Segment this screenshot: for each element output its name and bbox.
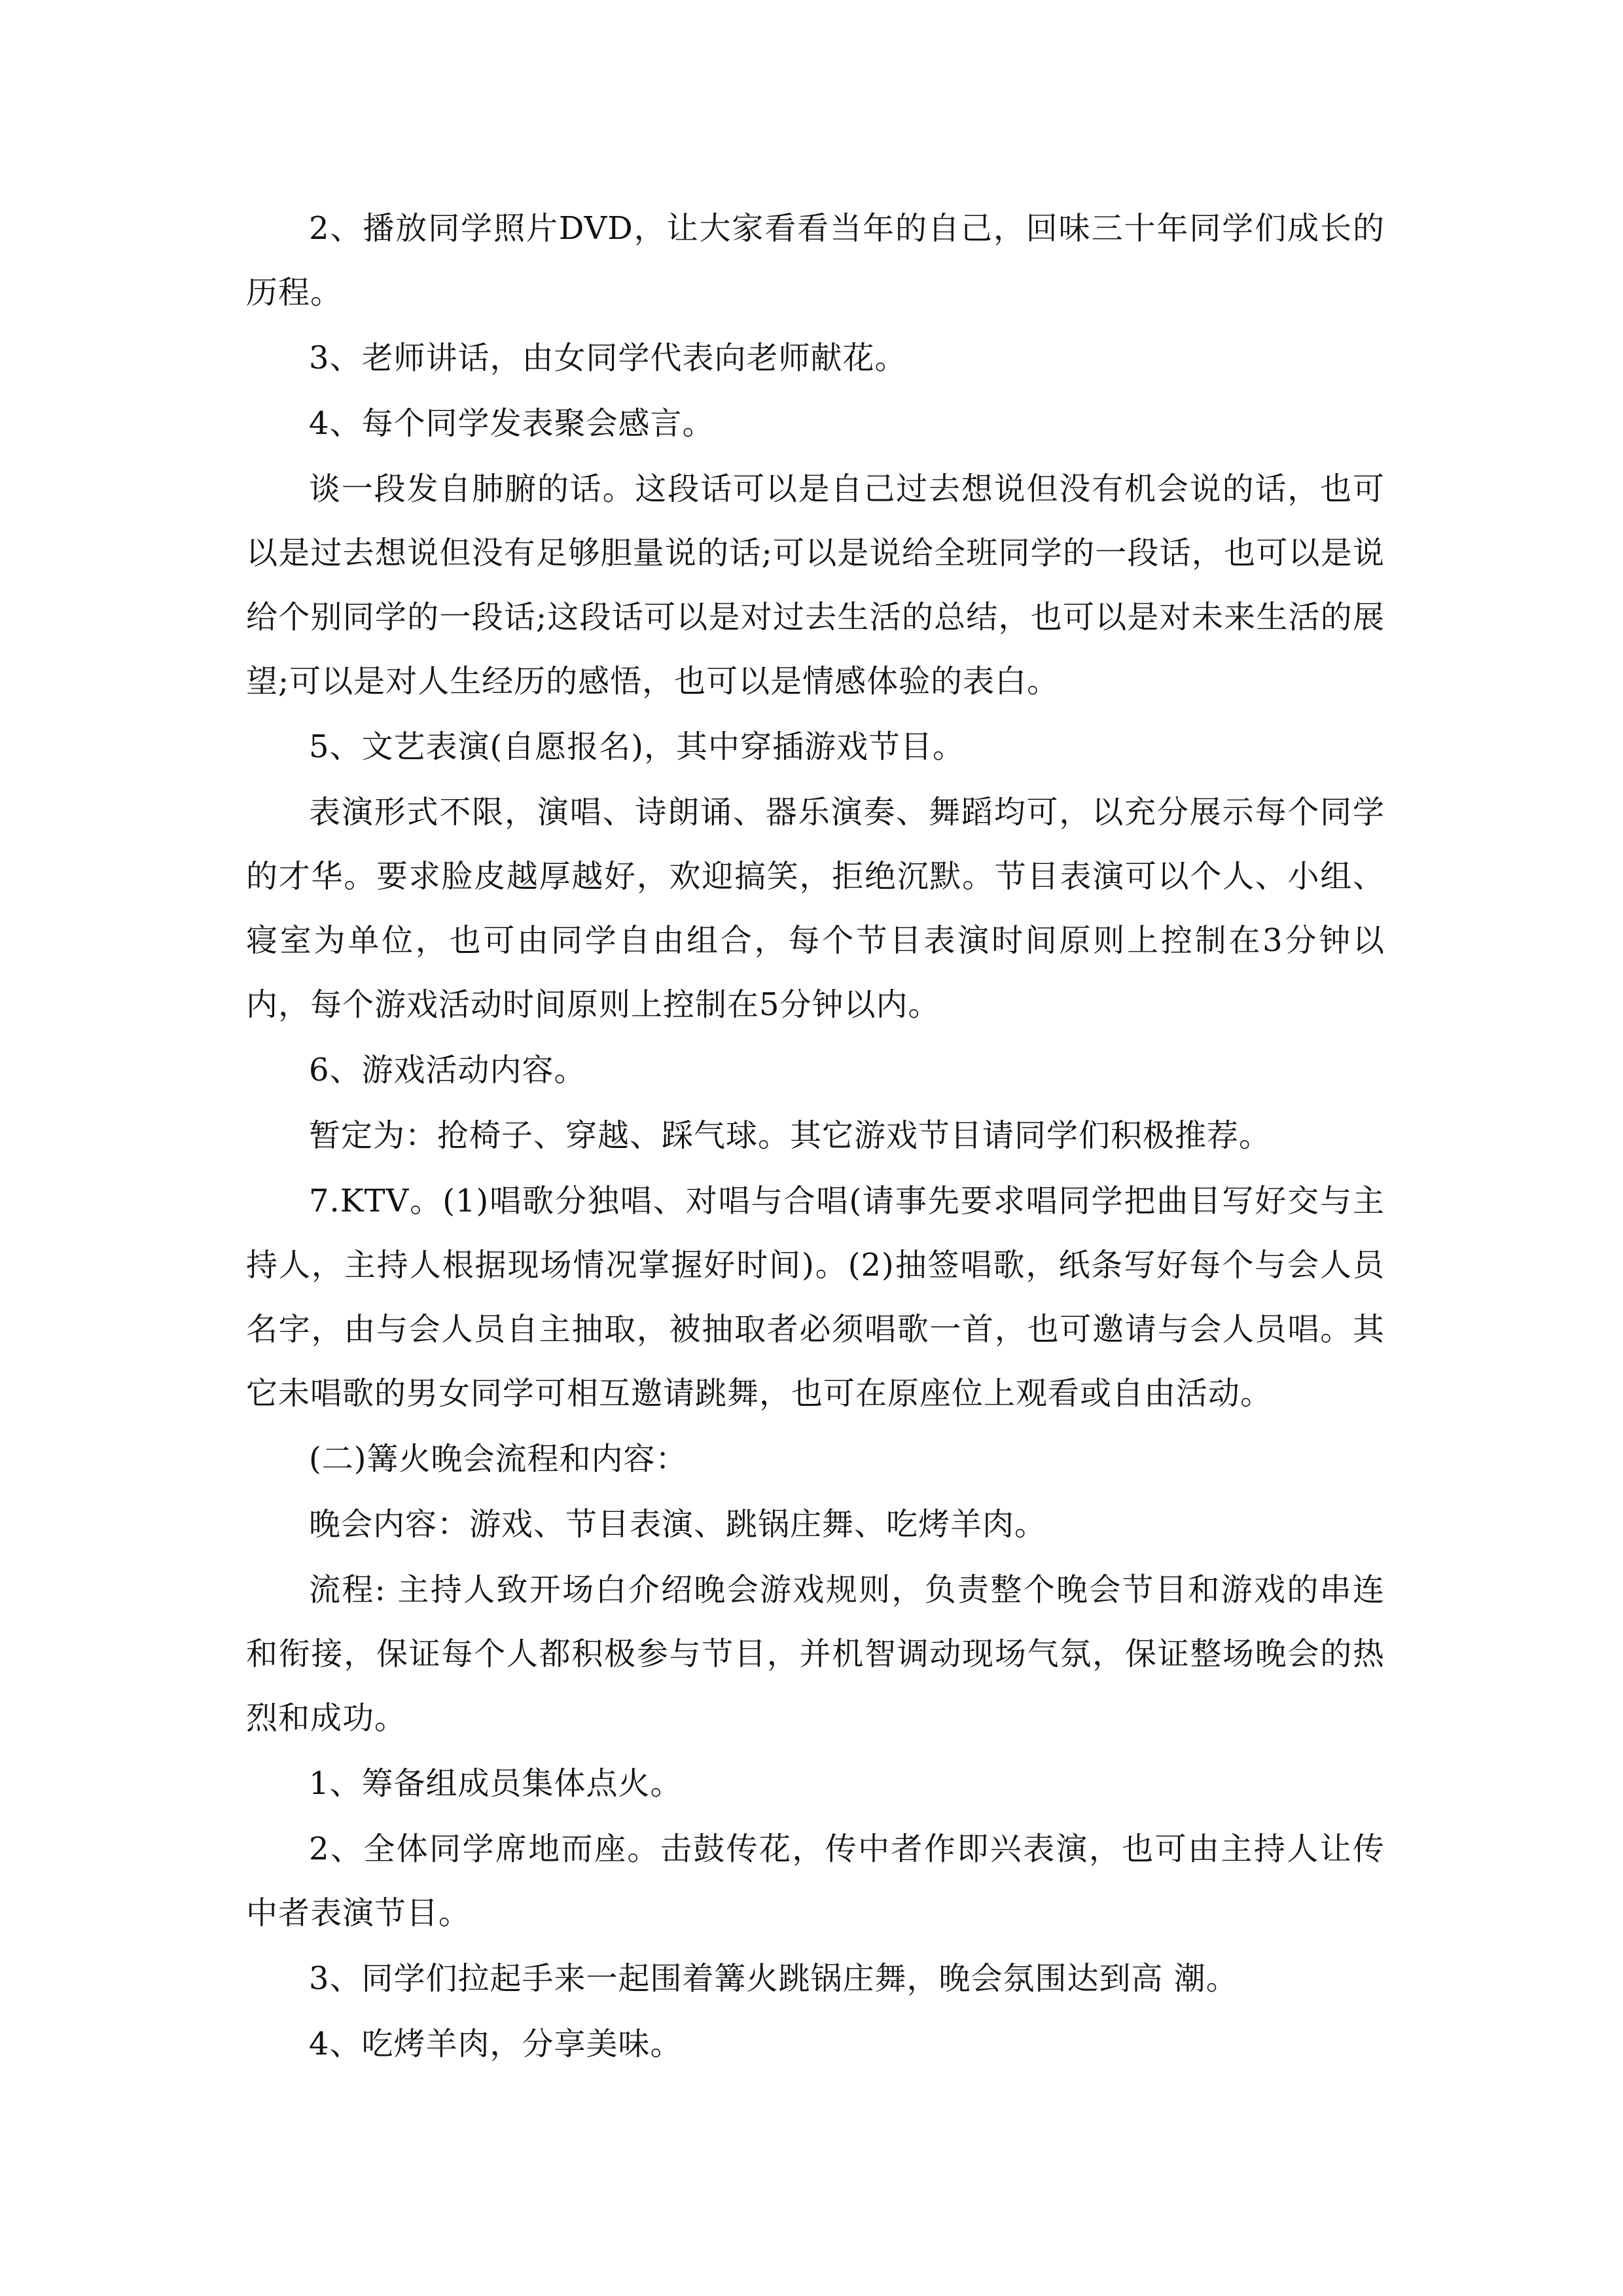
paragraph-performance-details: 表演形式不限，演唱、诗朗诵、器乐演奏、舞蹈均可，以充分展示每个同学的才华。要求脸皮越厚越好，欢迎搞笑，拒绝沉默。节目表演可以个人、小组、寝室为单位，也可由同学自由组合，每个节目表演时间原则上控制在3分钟以内，每个游戏活动时间原则上控制在5分钟以内。 <box>246 794 1385 1023</box>
paragraph-drum-flower: 2、全体同学席地而座。击鼓传花，传中者作即兴表演，也可由主持人让传中者表演节目。 <box>246 1831 1385 1931</box>
paragraph-light-fire: 1、筹备组成员集体点火。 <box>309 1765 683 1802</box>
document-body <box>246 196 1385 2077</box>
paragraph-photo-dvd: 2、播放同学照片DVD，让大家看看当年的自己，回味三十年同学们成长的历程。 <box>246 210 1385 311</box>
paragraph-performance: 5、文艺表演(自愿报名)，其中穿插游戏节目。 <box>309 728 965 765</box>
paragraph-ktv: 7.KTV。(1)唱歌分独唱、对唱与合唱(请事先要求唱同学把曲目写好交与主持人，主持人根据现场情况掌握好时间)。(2)抽签唱歌，纸条写好每个与会人员名字，由与会人员自主抽取，被抽取者必须唱歌一首，也可邀请与会人员唱。其它未唱歌的男女同学可相互邀请跳舞，也可在原座位上观看或自由活动。 <box>246 1183 1385 1412</box>
paragraph-teacher-speech: 3、老师讲话，由女同学代表向老师献花。 <box>309 340 907 376</box>
paragraph-game-list: 暂定为：抢椅子、穿越、踩气球。其它游戏节目请同学们积极推荐。 <box>309 1117 1272 1154</box>
paragraph-heartfelt-words: 谈一段发自肺腑的话。这段话可以是自己过去想说但没有机会说的话，也可以是过去想说但没有足够胆量说的话;可以是说给全班同学的一段话，也可以是说给个别同学的一段话;这段话可以是对过去生活的总结，也可以是对未来生活的展望;可以是对人生经历的感悟，也可以是情感体验的表白。 <box>246 471 1385 700</box>
paragraph-reunion-remarks: 4、每个同学发表聚会感言。 <box>309 405 715 442</box>
paragraph-bonfire-process: 流程: 主持人致开场白介绍晚会游戏规则，负责整个晚会节目和游戏的串连和衔接，保证每个人都积极参与节目，并机智调动现场气氛，保证整场晚会的热烈和成功。 <box>246 1571 1385 1736</box>
paragraph-guozhuang-dance: 3、同学们拉起手来一起围着篝火跳锅庄舞，晚会氛围达到高 潮。 <box>309 1960 1238 1997</box>
paragraph-bonfire-content: 晚会内容：游戏、节目表演、跳锅庄舞、吃烤羊肉。 <box>309 1506 1047 1543</box>
paragraph-game-content: 6、游戏活动内容。 <box>309 1052 586 1088</box>
section-heading-bonfire: (二)篝火晚会流程和内容： <box>309 1441 688 1477</box>
paragraph-roast-lamb: 4、吃烤羊肉，分享美味。 <box>309 2026 683 2062</box>
